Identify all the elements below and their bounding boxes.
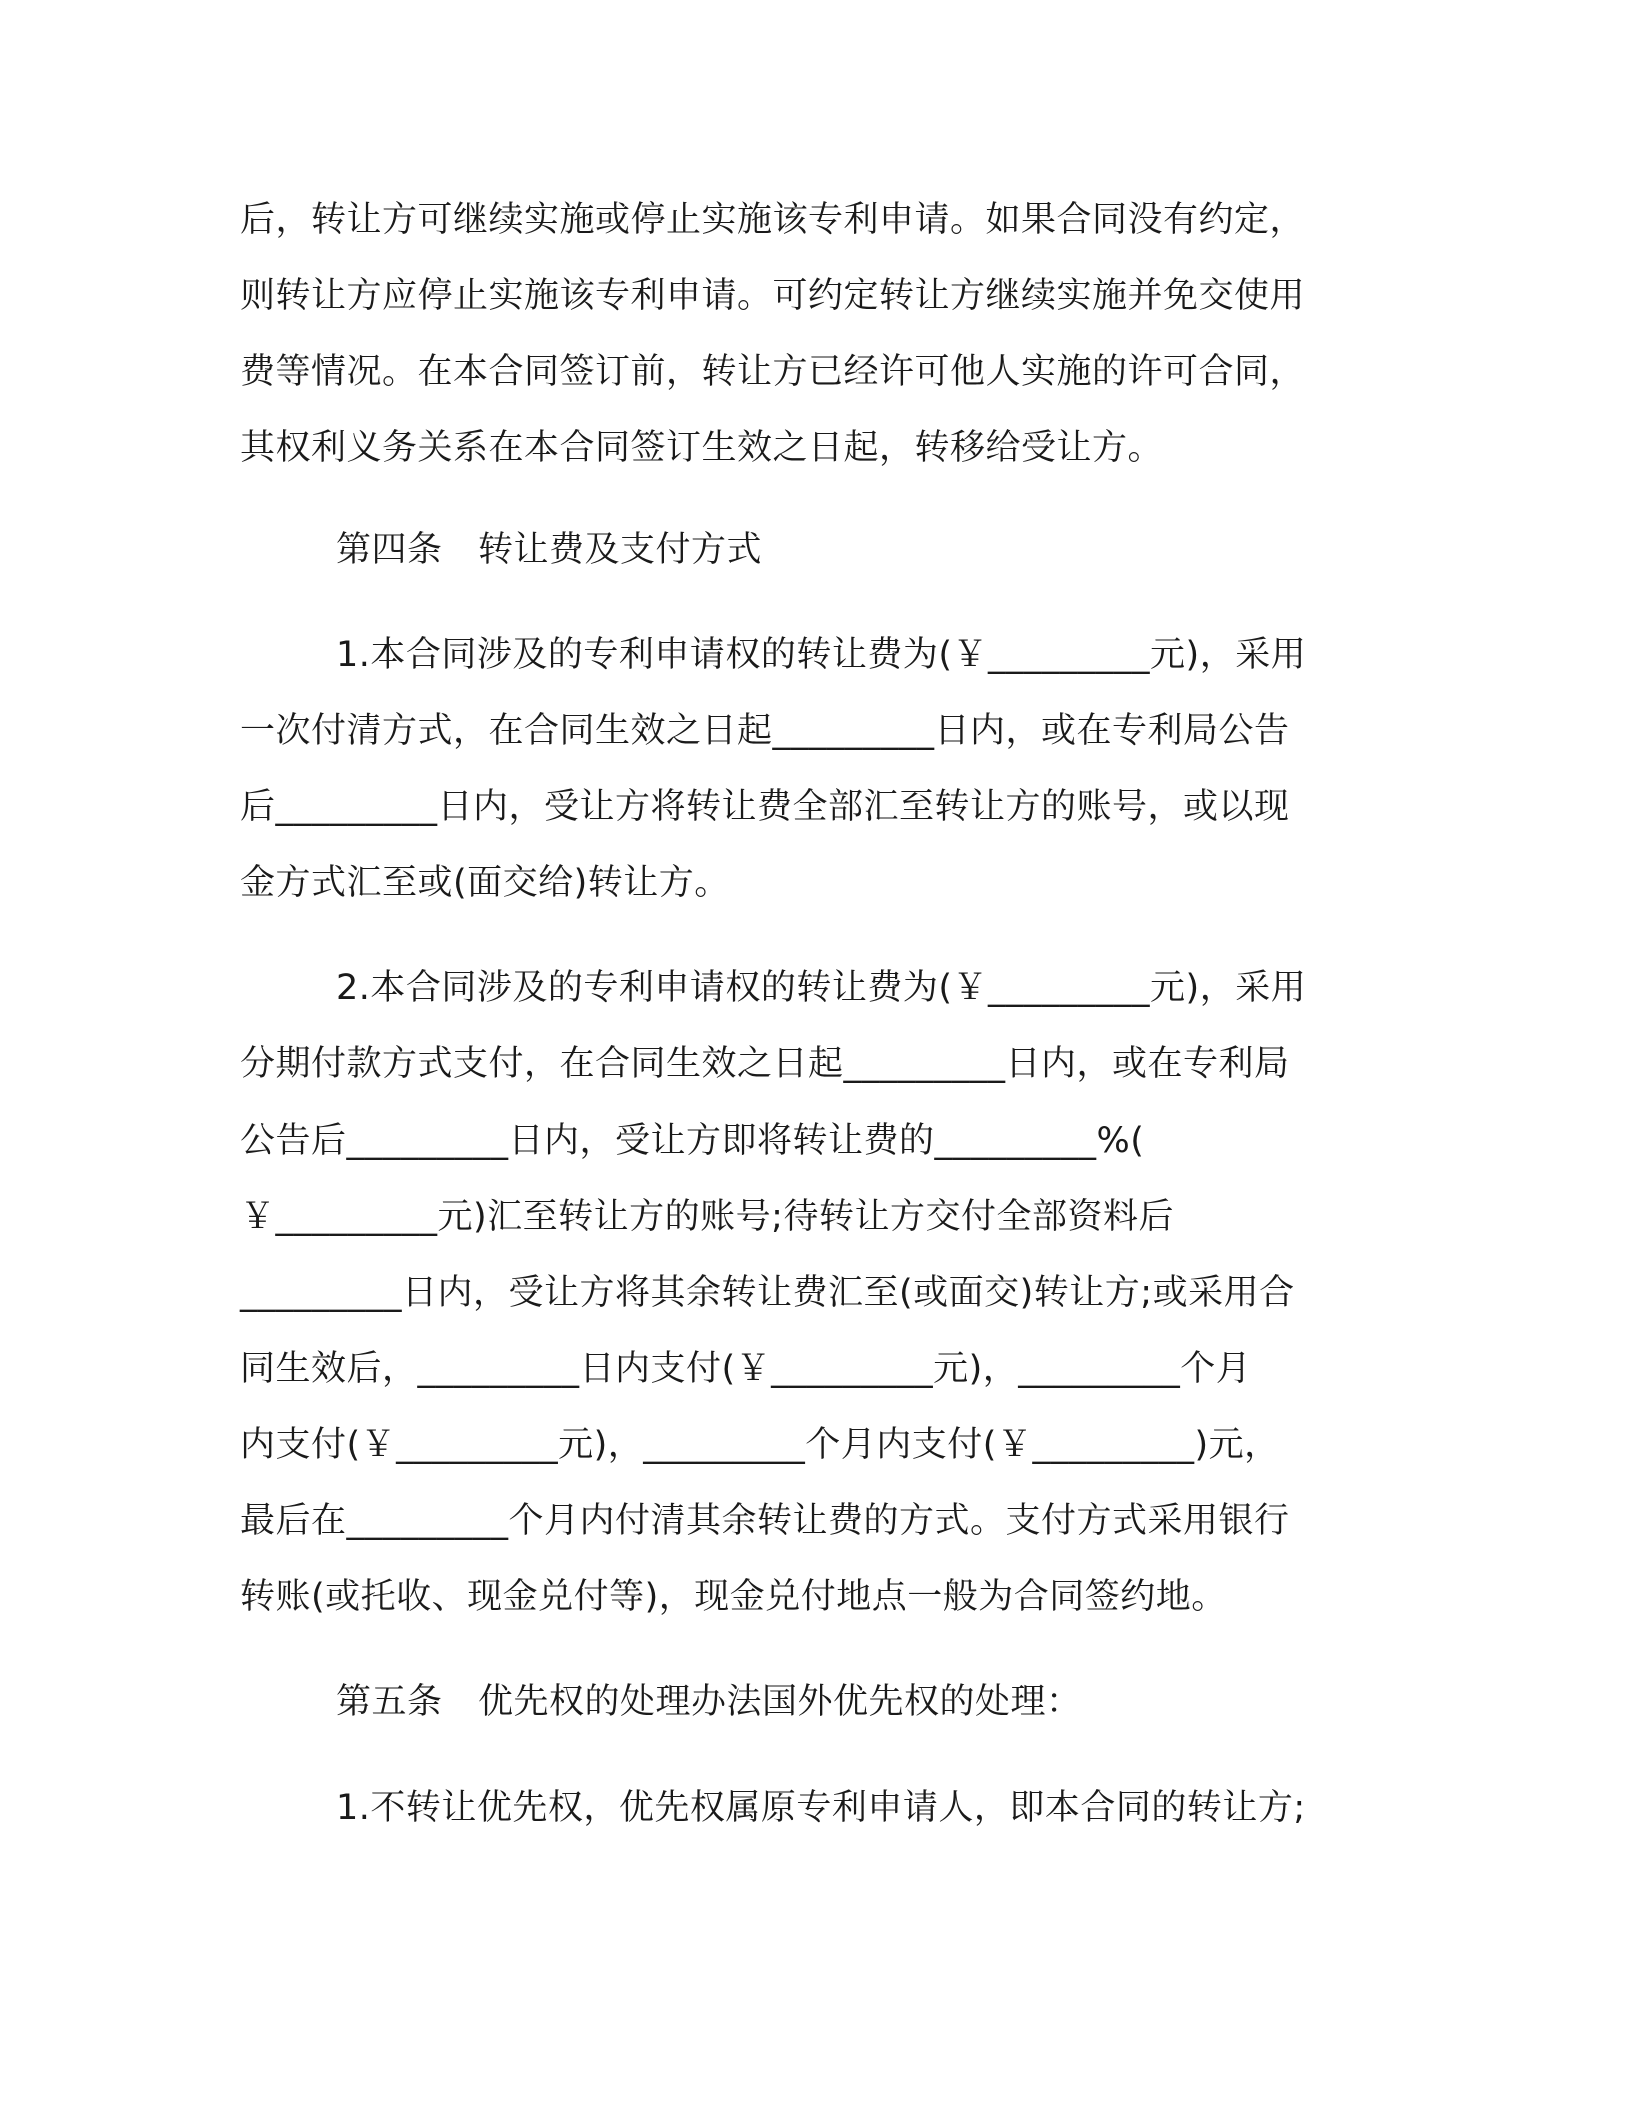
text-line: 后，转让方可继续实施或停止实施该专利申请。如果合同没有约定， xyxy=(240,200,1306,240)
text-line: ￥_________元)汇至转让方的账号;待转让方交付全部资料后 xyxy=(240,1197,1174,1237)
paragraph-start: 1.不转让优先权，优先权属原专利申请人，即本合同的转让方; xyxy=(336,1788,1306,1828)
text-line: 同生效后，_________日内支付(￥_________元)，_________个月 xyxy=(240,1349,1252,1389)
text-line: 转账(或托收、现金兑付等)，现金兑付地点一般为合同签约地。 xyxy=(240,1577,1227,1617)
text-line: 后_________日内，受让方将转让费全部汇至转让方的账号，或以现 xyxy=(240,787,1290,827)
paragraph-start: 1.本合同涉及的专利申请权的转让费为(￥_________元)，采用 xyxy=(336,635,1307,675)
paragraph-start: 2.本合同涉及的专利申请权的转让费为(￥_________元)，采用 xyxy=(336,968,1307,1008)
section-heading-article-5: 第五条 优先权的处理办法国外优先权的处理： xyxy=(336,1682,1082,1722)
text-line: _________日内，受让方将其余转让费汇至(或面交)转让方;或采用合 xyxy=(240,1273,1295,1313)
text-line: 一次付清方式，在合同生效之日起_________日内，或在专利局公告 xyxy=(240,711,1290,751)
section-heading-article-4: 第四条 转让费及支付方式 xyxy=(336,530,763,570)
text-line: 公告后_________日内，受让方即将转让费的_________%( xyxy=(240,1121,1145,1161)
text-line: 金方式汇至或(面交给)转让方。 xyxy=(240,863,730,903)
text-line: 分期付款方式支付，在合同生效之日起_________日内，或在专利局 xyxy=(240,1044,1290,1084)
text-line: 其权利义务关系在本合同签订生效之日起，转移给受让方。 xyxy=(240,428,1164,468)
text-line: 最后在_________个月内付清其余转让费的方式。支付方式采用银行 xyxy=(240,1501,1290,1541)
text-line: 费等情况。在本合同签订前，转让方已经许可他人实施的许可合同， xyxy=(240,352,1306,392)
text-line: 则转让方应停止实施该专利申请。可约定转让方继续实施并免交使用 xyxy=(240,276,1306,316)
text-line: 内支付(￥_________元)，_________个月内支付(￥_________)元， xyxy=(240,1425,1280,1465)
